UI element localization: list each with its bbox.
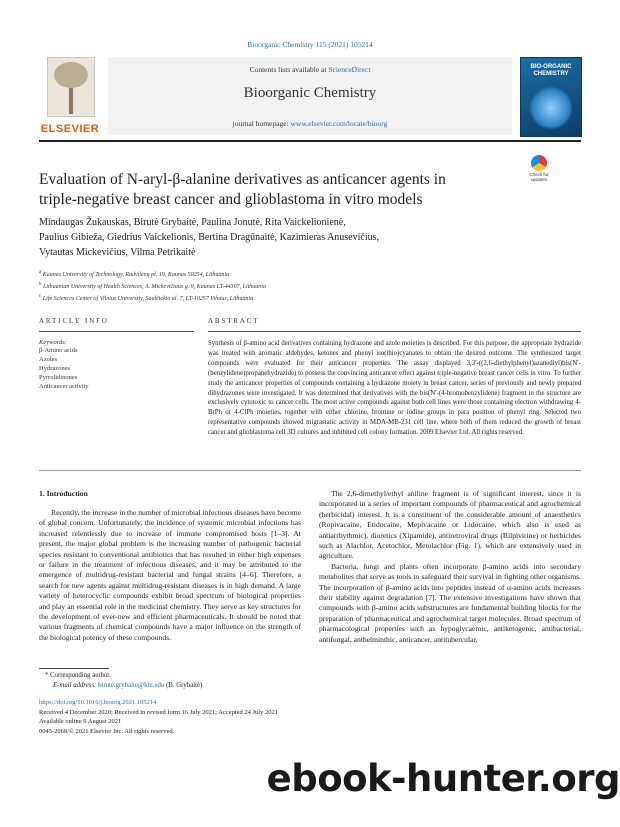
keyword: Azoles bbox=[39, 356, 58, 363]
keyword: Anticancer activity bbox=[39, 383, 89, 390]
body-left-column: Recently, the increase in the number of microbial infectious diseases have become of global concern. Unfortunately, the incidence of systemic microbial infections has increased relentlessly due to increase of immune compromised hosts [1–3]. At present, the major global problem is the increasing number of pathogenic bacterial species resistant to conventional antibiotics that has resulted in either high expenses or failure in the treatment of infectious diseases, and it may be attributed to the emergence of multidrug-resistant bacterial and fungal strains [4–6]. Therefore, a search for new agents against multidrug-resistant diseases is in high demand. A large variety of heterocyclic compounds exhibit broad spectrum of biological properties and play an essential role in the medicinal chemistry. They serve as key structures for the development of ever-new and efficient pharmaceuticals. It should be noted that various fragments of chemical compounds have a major influence on the strength of the biological potency of these compounds. bbox=[39, 508, 302, 642]
abstract-heading: ABSTRACT bbox=[208, 318, 260, 325]
abstract-rule bbox=[208, 331, 581, 332]
header-rule bbox=[39, 140, 581, 142]
body-right-column: The 2,6-dimethyl/ethyl aniline fragment is of significant interest, since it is incorporated in a series of important compounds of pharmaceutical and agrochemical (herbicidal) interest. It is a constituent of the considerable amount of anaesthetics (Ropivacaine, Etidocaine, Mepivacaine or Lidocaine, which also is used as antiarrhythmic), diuretics (Xipamide), antiretroviral drugs (Rilpivirine) or herbicides such as Alachlor, Acetochlor, Metolachlor (Fig. 1), which are extensively used in agriculture. Bacteria, fungi and plants often incorporate β-amino acids into secondary metabolites that serve as tools to safeguard their survival in fighting other organisms. The incorporation of β-amino acids into peptides instead of α-amino acids increases their stability against degradation [7]. The extensive investigations have shown that compounds with β-amino acids substructures are fundamental building blocks for the preparation of pharmaceutical and agrochemical target molecules. Broad spectrum of pharmacological properties such as hypoglycaemic, antiketogenic, antibacterial, antifungal, anthelminthic, anticancer, antitubercular, bbox=[319, 489, 581, 644]
article-info-rule bbox=[39, 331, 194, 332]
elsevier-logo bbox=[39, 57, 101, 135]
affiliations bbox=[39, 268, 579, 304]
abstract-bottom-rule bbox=[39, 470, 581, 471]
received-dates: Received 4 December 2020; Received in revised form 16 July 2021; Accepted 24 July 2021 bbox=[39, 708, 278, 716]
check-for-updates-badge[interactable]: Check for updates bbox=[524, 155, 554, 187]
keywords-label: Keywords: bbox=[39, 339, 67, 346]
contents-line: Contents lists available at ScienceDirect bbox=[249, 65, 371, 74]
journal-cover-image bbox=[520, 57, 582, 137]
cover-art-icon bbox=[529, 86, 573, 130]
keyword: Pyrrolidinones bbox=[39, 374, 78, 381]
footnote: * Corresponding author. E-mail address: birute.grybaite@ktu.edu (B. Grybaitė). bbox=[45, 671, 305, 691]
author-list: Mindaugas Žukauskas, Birutė Grybaitė, Paulina Jonutė, Rita Vaickelionienė, Paulius Gibieža, Giedrius Vaickelionis, Bertina Dragūnaitė, Kazimieras Anusevičius, Vytautas Mickevičius, Vilma Petrikaitė bbox=[39, 217, 380, 258]
watermark: ebook-hunter.org bbox=[266, 757, 620, 800]
article-history bbox=[39, 698, 579, 736]
journal-citation-link[interactable]: Bioorganic Chemistry 115 (2021) 105214 bbox=[247, 40, 373, 49]
keyword: Hydrazones bbox=[39, 365, 71, 372]
keyword: β-Amino acids bbox=[39, 347, 78, 354]
author-email-link[interactable]: birute.grybaite@ktu.edu bbox=[98, 682, 165, 689]
affiliation-b: $^b$ Lithuanian University of Health Sciences, A. Mickevičiaus g. 9, Kaunas LT-44307, Lithuania bbox=[39, 282, 266, 290]
section-heading: 1. Introduction bbox=[39, 489, 88, 498]
article-info-heading: ARTICLE INFO bbox=[39, 318, 109, 325]
abstract-text: Synthesis of β-amino acid derivatives containing hydrazone and azole moieties is described. For this purpose, the appropriate hydrazide was treated with aromatic aldehydes, ketones and phenyl iso(thio)cyanates to obtain the desired outcome. The synthesized target compounds were evaluated for their anticancer properties. The assay displayed 3,3′-((2,6-diethylphenyl)azanediyl)bis(N′-(benzylidene)propanehydrazide) to possess the convincing anticancer effect against triple-negative breast cancer cells in vitro. To further study the anticancer properties of compounds containing a hydrazone moiety in breast cancer, series of previously and newly prepared dihydrazones were investigated. It was determined that derivatives with the bis(N′-(4-bromobenzylidene) fragment in the structure are exclusively cytotoxic to cancer cells. The most active compounds against both cell lines were those containing electron withdrawing 4-BrPh or 4-ClPh moieties, together with either chlorine, bromine or iodine groups in para position of phenyl ring. Selected two representative compounds showed migrastatic activity in MDA-MB-231 cell line, where both of them reduced the growth of breast cancer and glioblastoma cell 3D cultures and inhibited cell colony formation. 2009 Elsevier Ltd. All rights reserved. bbox=[208, 340, 581, 437]
homepage-link[interactable]: www.elsevier.com/locate/bioorg bbox=[290, 119, 388, 128]
affiliation-c: $^c$ Life Sciences Center of Vilnius University, Saulėtekio al. 7, LT-10257 Vilnius, Lithuania bbox=[39, 294, 254, 302]
article-title: Evaluation of N-aryl-β-alanine derivatives as anticancer agents in triple-negative breast cancer and glioblastoma in vitro models bbox=[39, 171, 446, 208]
cover-title: BIO-ORGANIC CHEMISTRY bbox=[530, 64, 572, 77]
homepage-line: journal homepage: www.elsevier.com/locate/bioorg bbox=[232, 119, 388, 128]
journal-header-box bbox=[108, 57, 512, 135]
footnote-rule bbox=[39, 668, 109, 669]
elsevier-wordmark: ELSEVIER bbox=[40, 123, 100, 135]
keywords-block bbox=[39, 339, 194, 391]
doi-link[interactable]: https://doi.org/10.1016/j.bioorg.2021.105214 bbox=[39, 699, 157, 706]
copyright: 0045-2068/© 2021 Elsevier Inc. All rights reserved. bbox=[39, 727, 175, 735]
affiliation-a: $^a$ Kaunas University of Technology, Radvilėnų pl. 19, Kaunas 50254, Lithuania bbox=[39, 270, 230, 278]
elsevier-tree-icon bbox=[47, 57, 95, 117]
journal-title: Bioorganic Chemistry bbox=[243, 85, 377, 101]
corresponding-author-note: * Corresponding author. bbox=[45, 672, 111, 679]
available-online: Available online 9 August 2021 bbox=[39, 718, 122, 725]
sciencedirect-link[interactable]: ScienceDirect bbox=[328, 65, 371, 74]
check-updates-icon bbox=[531, 155, 547, 171]
